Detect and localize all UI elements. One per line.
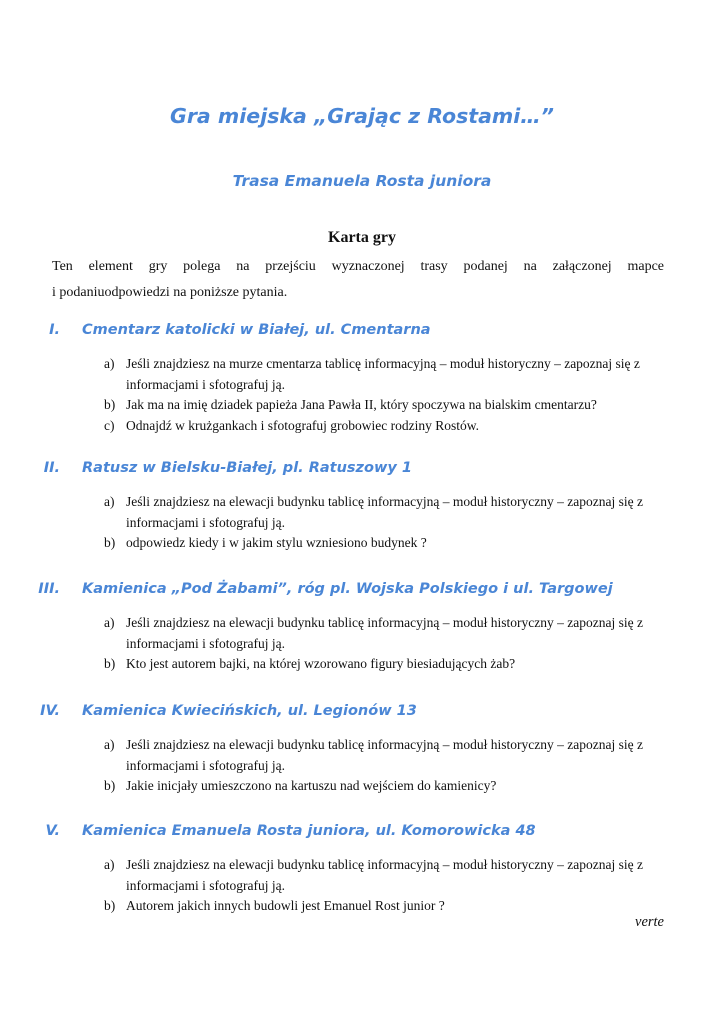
section-number: II. — [43, 460, 60, 476]
item-text: Jak ma na imię dziadek papieża Jana Pawła II, który spoczywa na bialskim cmentarzu? — [126, 397, 597, 412]
list-item — [0, 735, 724, 776]
item-marker: b) — [104, 397, 116, 412]
item-text: Jeśli znajdziesz na elewacji budynku tablicę informacyjną – moduł historyczny – zapoznaj się z informacjami i sfotografuj ją. — [126, 857, 643, 893]
section-2 — [0, 460, 724, 554]
verte-note: verte — [635, 914, 664, 930]
section-title: Ratusz w Bielsku-Białej, pl. Ratuszowy 1 — [82, 460, 412, 476]
intro-line-1: Ten element gry polega na przejściu wyznaczonej trasy podanej na załączonej mapce — [52, 259, 664, 274]
list-item — [0, 613, 724, 654]
route-subtitle: Trasa Emanuela Rosta juniora — [232, 172, 492, 190]
section-heading — [0, 823, 724, 847]
section-title: Cmentarz katolicki w Białej, ul. Cmentarna — [82, 322, 431, 338]
item-marker: a) — [104, 615, 115, 630]
question-list — [0, 613, 724, 675]
section-title: Kamienica „Pod Żabami”, róg pl. Wojska Polskiego i ul. Targowej — [82, 581, 613, 597]
section-5 — [0, 823, 724, 917]
item-marker: b) — [104, 898, 116, 913]
item-text: Odnajdź w krużgankach i sfotografuj grobowiec rodziny Rostów. — [126, 417, 480, 433]
list-item — [0, 533, 724, 554]
list-item — [0, 896, 724, 917]
item-text: Jeśli znajdziesz na murze cmentarza tablicę informacyjną – moduł historyczny – zapoznaj się z informacjami i sfotografuj ją. — [126, 356, 640, 392]
section-heading — [0, 703, 724, 727]
section-heading — [0, 322, 724, 346]
intro-line-2: i podaniuodpowiedzi na poniższe pytania. — [52, 285, 288, 300]
card-title: Karta gry — [328, 229, 396, 246]
item-text: Jeśli znajdziesz na elewacji budynku tablicę informacyjną – moduł historyczny – zapoznaj się z informacjami i sfotografuj ją. — [126, 737, 643, 773]
list-item — [0, 354, 724, 395]
item-text: Kto jest autorem bajki, na której wzorowano figury biesiadujących żab? — [126, 656, 516, 671]
section-number: III. — [38, 581, 60, 597]
item-marker: a) — [104, 356, 115, 371]
item-text: Jakie inicjały umieszczono na kartuszu nad wejściem do kamienicy? — [126, 778, 497, 793]
section-title: Kamienica Kwiecińskich, ul. Legionów 13 — [82, 703, 417, 719]
section-4 — [0, 703, 724, 797]
list-item — [0, 776, 724, 797]
question-list — [0, 855, 724, 917]
question-list — [0, 735, 724, 797]
section-number: IV. — [40, 703, 60, 719]
list-item — [0, 654, 724, 675]
section-number: V. — [45, 823, 60, 839]
item-marker: a) — [104, 737, 115, 752]
list-item — [0, 395, 724, 416]
section-number: I. — [49, 322, 60, 338]
question-list — [0, 492, 724, 554]
list-item — [0, 492, 724, 533]
list-item — [0, 855, 724, 896]
section-heading — [0, 460, 724, 484]
section-1 — [0, 322, 724, 436]
list-item — [0, 416, 724, 437]
item-marker: b) — [104, 535, 116, 550]
question-list — [0, 354, 724, 436]
item-marker: b) — [104, 778, 116, 793]
item-text: Jeśli znajdziesz na elewacji budynku tablicę informacyjną – moduł historyczny – zapoznaj się z informacjami i sfotografuj ją. — [126, 615, 643, 651]
item-text: Autorem jakich innych budowli jest Emanuel Rost junior ? — [126, 898, 445, 913]
section-title: Kamienica Emanuela Rosta juniora, ul. Komorowicka 48 — [82, 823, 536, 839]
page-title: Gra miejska „Grając z Rostami…” — [170, 104, 554, 128]
item-text: Jeśli znajdziesz na elewacji budynku tablicę informacyjną – moduł historyczny – zapoznaj się z informacjami i sfotografuj ją. — [126, 494, 643, 530]
section-3 — [0, 581, 724, 675]
item-text: odpowiedz kiedy i w jakim stylu wzniesiono budynek ? — [126, 535, 427, 550]
item-marker: c) — [104, 417, 115, 433]
item-marker: a) — [104, 857, 115, 872]
item-marker: b) — [104, 656, 116, 671]
item-marker: a) — [104, 494, 115, 509]
section-heading — [0, 581, 724, 605]
